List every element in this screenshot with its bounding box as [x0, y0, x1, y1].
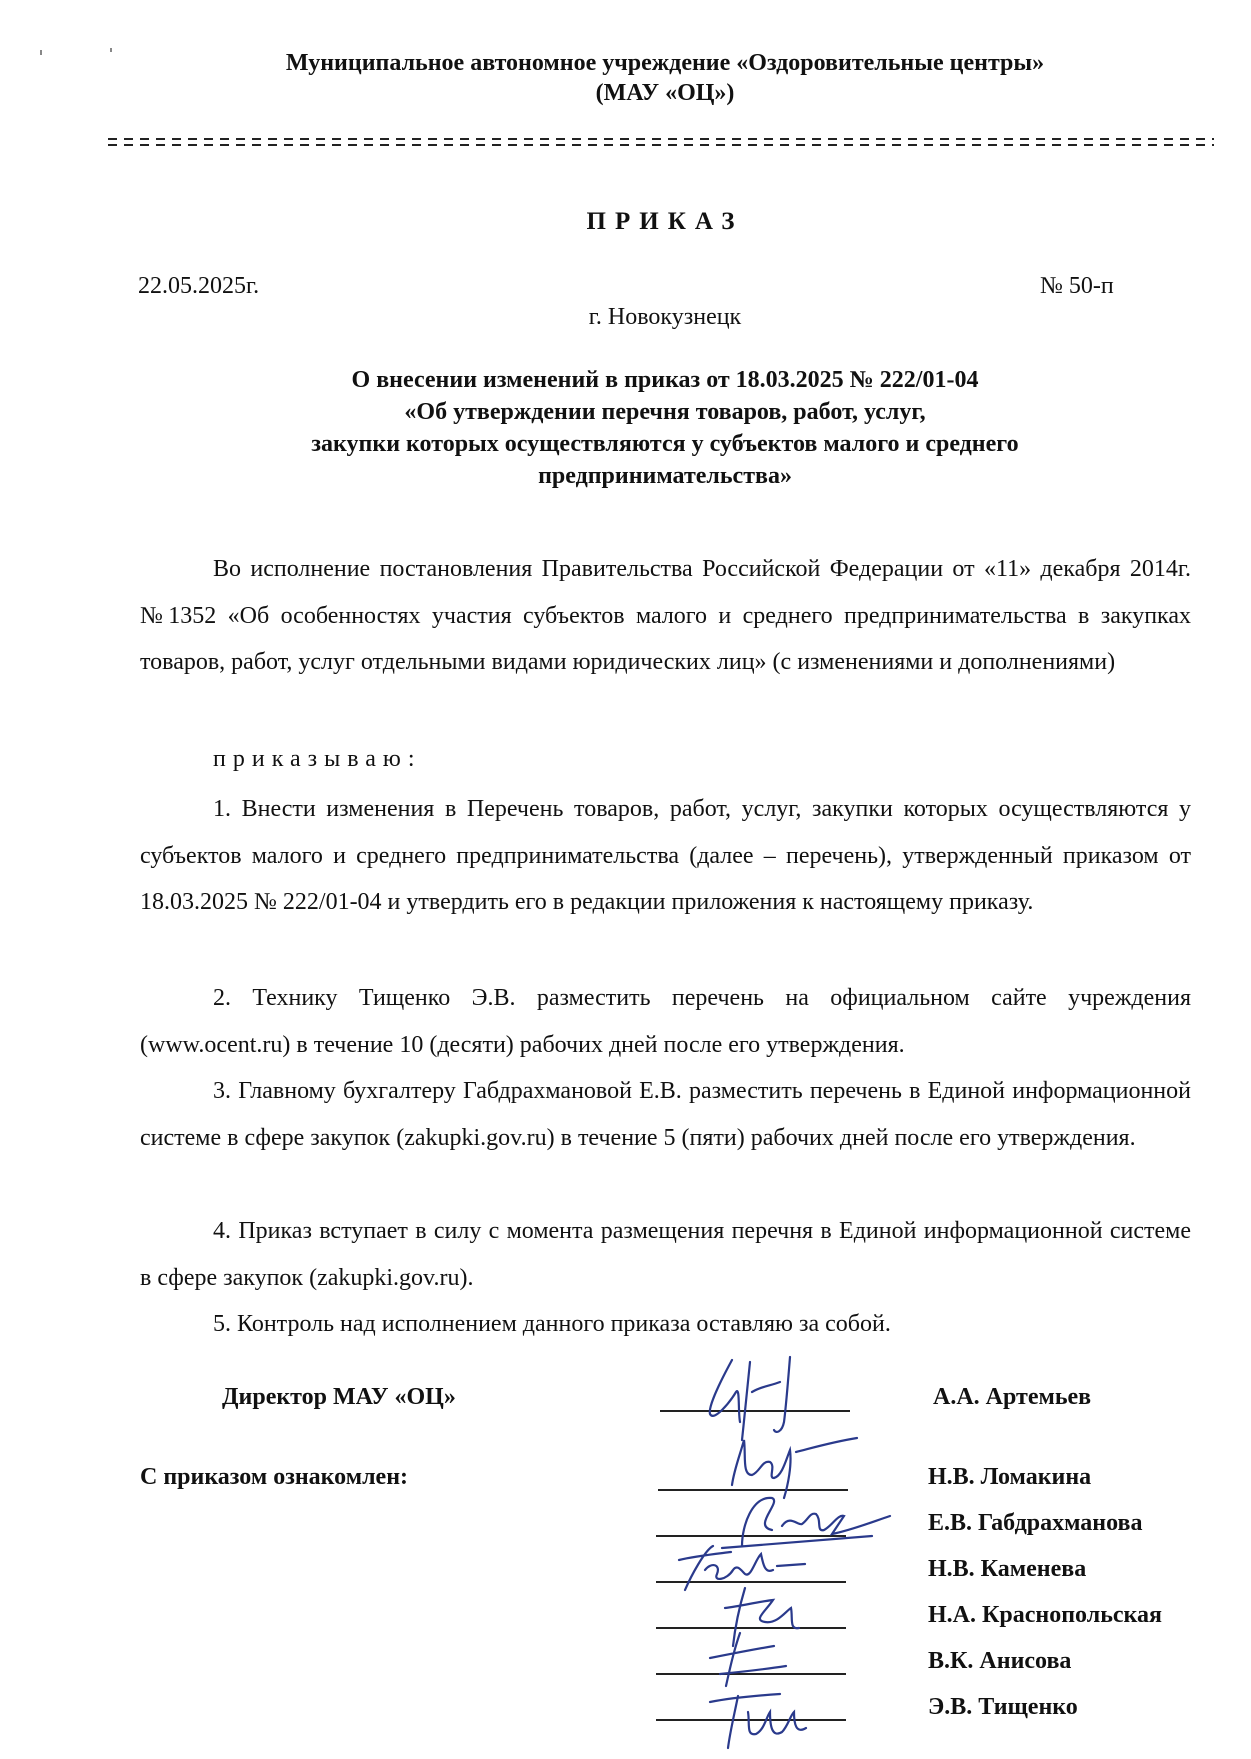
tishchenko-signature [690, 1682, 820, 1752]
order-item-5: 5. Контроль над исполнением данного приказа оставляю за собой. [213, 1311, 891, 1337]
order-item-1: 1. Внести изменения в Перечень товаров, работ, услуг, закупки которых осуществляются у субъектов малого и среднего предпринимательства (далее – перечень), утвержденный приказом от 18.03.2025 № 222/01-04 и утвердить его в редакции приложения к настоящему приказу. [140, 796, 1191, 915]
orders-word: приказываю: [213, 746, 422, 772]
document-city: г. Новокузнецк [588, 304, 742, 330]
order-item-4: 4. Приказ вступает в силу с момента размещения перечня в Единой информационной системе в сфере закупок (zakupki.gov.ru). [140, 1218, 1191, 1291]
order-item-3: 3. Главному бухгалтеру Габдрахмановой Е.В. разместить перечень в Единой информационной системе в сфере закупок (zakupki.gov.ru) в течение 5 (пяти) рабочих дней после его утверждения. [140, 1078, 1191, 1151]
organization-name: Муниципальное автономное учреждение «Оздоровительные центры» [285, 50, 1045, 76]
order-item-2: 2. Технику Тищенко Э.В. разместить перечень на официальном сайте учреждения (www.ocent.ru) в течение 10 (десяти) рабочих дней после его утверждения. [140, 985, 1191, 1058]
organization-short-name: (МАУ «ОЦ») [595, 80, 735, 106]
subject-line: предпринимательства» [538, 463, 792, 489]
document-date: 22.05.2025г. [138, 273, 260, 299]
preamble-paragraph: Во исполнение постановления Правительства Российской Федерации от «11» декабря 2014г. №1352 «Об особенностях участия субъектов малого и среднего предпринимательства в закупках товаров, работ, услуг отдельными видами юридических лиц» (с изменениями и дополнениями) [140, 556, 1191, 675]
anisova-signature [690, 1628, 800, 1688]
acknowledged-label: С приказом ознакомлен: [140, 1464, 409, 1490]
document-number: № 50-п [1040, 273, 1114, 299]
director-signature [690, 1352, 830, 1442]
director-label: Директор МАУ «ОЦ» [222, 1384, 456, 1410]
subject-line: закупки которых осуществляются у субъектов малого и среднего [311, 431, 1019, 457]
ack-name: Е.В. Габдрахманова [928, 1510, 1143, 1536]
ack-name: В.К. Анисова [928, 1648, 1072, 1674]
header-separator [108, 136, 1214, 150]
document-subject [0, 364, 1251, 492]
director-name: А.А. Артемьев [933, 1384, 1092, 1410]
ack-name: Н.В. Ломакина [928, 1464, 1092, 1490]
document-title: ПРИКАЗ [586, 208, 744, 235]
organization-header [0, 48, 1251, 108]
ack-name: Н.А. Краснопольская [928, 1602, 1162, 1628]
subject-line: О внесении изменений в приказ от 18.03.2025 № 222/01-04 [351, 367, 979, 393]
subject-line: «Об утверждении перечня товаров, работ, услуг, [404, 399, 926, 425]
ack-name: Н.В. Каменева [928, 1556, 1087, 1582]
ack-name: Э.В. Тищенко [928, 1694, 1078, 1720]
